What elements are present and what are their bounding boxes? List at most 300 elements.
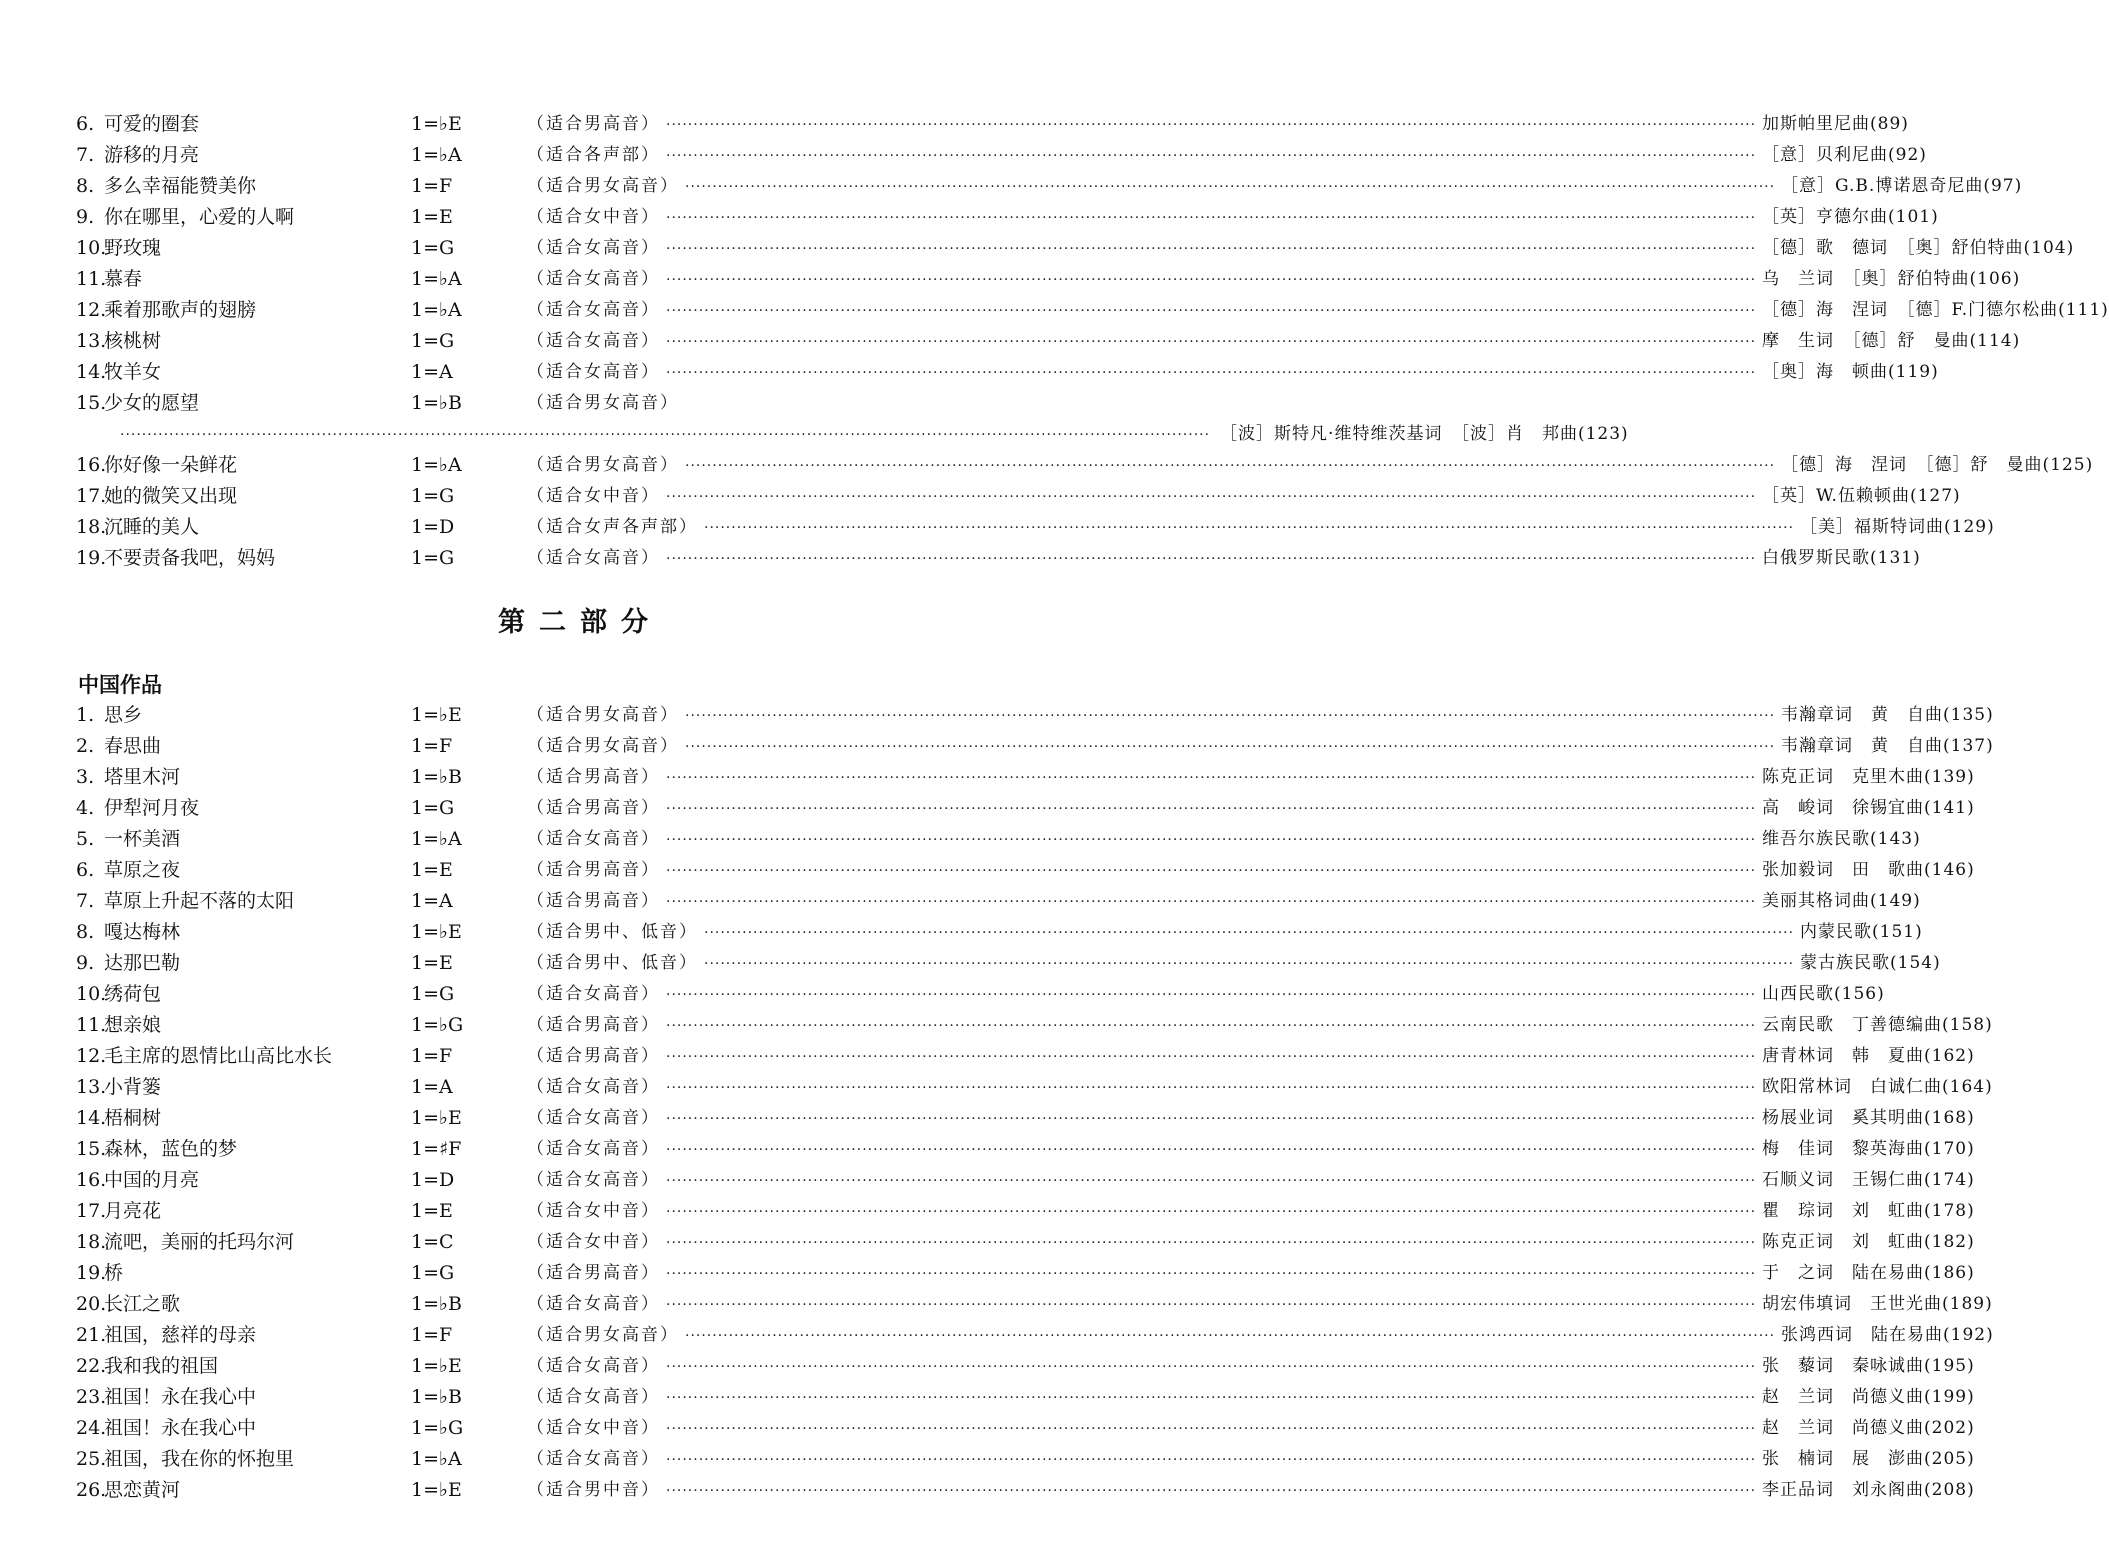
voice-and-credit bbox=[527, 1351, 1975, 1383]
credit-and-page: ［波］斯特凡·维特维茨基词 ［波］肖 邦曲(123) bbox=[1220, 424, 1629, 444]
entry-number: 16. bbox=[76, 454, 107, 476]
key-signature: 1=♭A bbox=[411, 454, 462, 476]
entry-number: 11. bbox=[76, 1014, 107, 1036]
toc-entry[interactable] bbox=[0, 1382, 1975, 1413]
voice-type: （适合男高音） bbox=[527, 798, 660, 818]
credit-and-page: 陈克正词 克里木曲(139) bbox=[1762, 767, 1975, 787]
key-signature: 1=♭G bbox=[411, 1014, 464, 1036]
dot-leader: ········································································································································································································ bbox=[685, 708, 1776, 724]
credit-and-page: 韦瀚章词 黄 自曲(137) bbox=[1781, 736, 1994, 756]
entry-number: 19. bbox=[76, 1262, 107, 1284]
toc-entry[interactable] bbox=[0, 917, 1923, 948]
key-signature: 1=F bbox=[411, 175, 453, 197]
toc-entry[interactable] bbox=[0, 233, 2075, 264]
voice-and-credit bbox=[527, 295, 2109, 327]
credit-and-page: 乌 兰词 ［奥］舒伯特曲(106) bbox=[1762, 269, 2021, 289]
dot-leader: ········································································································································································································ bbox=[666, 1390, 1757, 1406]
voice-type: （适合女高音） bbox=[527, 829, 660, 849]
voice-type: （适合女中音） bbox=[527, 1232, 660, 1252]
key-signature: 1=♭A bbox=[411, 828, 462, 850]
voice-and-credit bbox=[527, 762, 1975, 794]
voice-and-credit bbox=[527, 979, 1885, 1011]
voice-type: （适合女高音） bbox=[527, 1387, 660, 1407]
voice-and-credit bbox=[527, 1475, 1975, 1507]
song-title: 桥 bbox=[104, 1262, 124, 1284]
credit-and-page: ［意］G.B.博诺恩奇尼曲(97) bbox=[1781, 176, 2023, 196]
key-signature: 1=♭E bbox=[411, 1355, 462, 1377]
voice-and-credit bbox=[527, 140, 1927, 172]
dot-leader: ········································································································································································································ bbox=[685, 458, 1776, 474]
credit-and-page: 张 藜词 秦咏诚曲(195) bbox=[1762, 1356, 1975, 1376]
entry-number: 9. bbox=[76, 206, 95, 228]
toc-entry[interactable] bbox=[0, 1351, 1975, 1382]
credit-and-page: 白俄罗斯民歌(131) bbox=[1762, 548, 1921, 568]
key-signature: 1=G bbox=[411, 237, 455, 259]
key-signature: 1=C bbox=[411, 1231, 454, 1253]
entry-number: 13. bbox=[76, 1076, 107, 1098]
song-title: 一杯美酒 bbox=[104, 828, 181, 850]
entry-number: 18. bbox=[76, 516, 107, 538]
dot-leader: ········································································································································································································ bbox=[666, 1452, 1757, 1468]
voice-and-credit bbox=[527, 824, 1921, 856]
song-title: 你好像一朵鲜花 bbox=[104, 454, 238, 476]
voice-type: （适合男女高音） bbox=[527, 176, 679, 196]
key-signature: 1=♭A bbox=[411, 1448, 462, 1470]
entry-number: 7. bbox=[76, 144, 95, 166]
voice-type: （适合男高音） bbox=[527, 891, 660, 911]
dot-leader: ········································································································································································································ bbox=[666, 117, 1757, 133]
dot-leader: ········································································································································································································ bbox=[666, 987, 1757, 1003]
key-signature: 1=F bbox=[411, 735, 453, 757]
credit-and-page: 赵 兰词 尚德义曲(202) bbox=[1762, 1418, 1975, 1438]
dot-leader: ········································································································································································································ bbox=[666, 1421, 1757, 1437]
toc-entry[interactable] bbox=[0, 948, 1941, 979]
dot-leader: ········································································································································································································ bbox=[666, 272, 1757, 288]
entry-number: 14. bbox=[76, 1107, 107, 1129]
key-signature: 1=G bbox=[411, 547, 455, 569]
voice-type: （适合男高音） bbox=[527, 1263, 660, 1283]
key-signature: 1=E bbox=[411, 952, 453, 974]
entry-number: 6. bbox=[76, 113, 95, 135]
dot-leader: ········································································································································································································ bbox=[666, 303, 1757, 319]
voice-type: （适合男中、低音） bbox=[527, 922, 698, 942]
song-title: 乘着那歌声的翅膀 bbox=[104, 299, 257, 321]
entry-number: 8. bbox=[76, 921, 95, 943]
credit-and-page: ［德］海 涅词 ［德］舒 曼曲(125) bbox=[1781, 455, 2094, 475]
voice-type: （适合男女高音） bbox=[527, 705, 679, 725]
dot-leader: ········································································································································································································ bbox=[666, 489, 1757, 505]
voice-type: （适合女高音） bbox=[527, 1108, 660, 1128]
entry-number: 23. bbox=[76, 1386, 107, 1408]
voice-and-credit bbox=[527, 202, 1939, 234]
dot-leader: ········································································································································································································ bbox=[666, 1483, 1757, 1499]
song-title: 草原之夜 bbox=[104, 859, 181, 881]
key-signature: 1=♭A bbox=[411, 299, 462, 321]
credit-and-page: 梅 佳词 黎英海曲(170) bbox=[1762, 1139, 1975, 1159]
voice-and-credit bbox=[527, 171, 2023, 203]
dot-leader: ········································································································································································································ bbox=[666, 801, 1757, 817]
key-signature: 1=E bbox=[411, 1200, 453, 1222]
key-signature: 1=G bbox=[411, 797, 455, 819]
toc-entry[interactable] bbox=[0, 109, 1909, 140]
voice-type: （适合各声部） bbox=[527, 145, 660, 165]
song-title: 思恋黄河 bbox=[104, 1479, 181, 1501]
toc-entry[interactable] bbox=[0, 1475, 1975, 1506]
key-signature: 1=G bbox=[411, 1262, 455, 1284]
voice-and-credit bbox=[527, 855, 1975, 887]
toc-entry[interactable] bbox=[0, 731, 1994, 762]
song-title: 月亮花 bbox=[104, 1200, 162, 1222]
key-signature: 1=E bbox=[411, 206, 453, 228]
voice-and-credit bbox=[527, 233, 2075, 265]
key-signature: 1=D bbox=[411, 1169, 455, 1191]
entry-number: 10. bbox=[76, 983, 107, 1005]
credit-and-page: 于 之词 陆在易曲(186) bbox=[1762, 1263, 1975, 1283]
credit-and-page: 摩 生词 ［德］舒 曼曲(114) bbox=[1762, 331, 2021, 351]
credit-and-page: 陈克正词 刘 虹曲(182) bbox=[1762, 1232, 1975, 1252]
dot-leader: ········································································································································································································ bbox=[666, 365, 1757, 381]
voice-type: （适合男高音） bbox=[527, 114, 660, 134]
voice-type: （适合女高音） bbox=[527, 362, 660, 382]
toc-entry[interactable] bbox=[0, 1289, 1993, 1320]
key-signature: 1=D bbox=[411, 516, 455, 538]
key-signature: 1=A bbox=[411, 890, 453, 912]
credit-and-page: 石顺义词 王锡仁曲(174) bbox=[1762, 1170, 1975, 1190]
credit-and-page: 胡宏伟填词 王世光曲(189) bbox=[1762, 1294, 1993, 1314]
toc-entry[interactable] bbox=[0, 1072, 1993, 1103]
voice-type: （适合男高音） bbox=[527, 767, 660, 787]
dot-leader: ········································································································································································································ bbox=[666, 334, 1757, 350]
key-signature: 1=♭G bbox=[411, 1417, 464, 1439]
toc-entry[interactable] bbox=[0, 1165, 1975, 1196]
dot-leader: ········································································································································································································ bbox=[685, 739, 1776, 755]
entry-number: 5. bbox=[76, 828, 95, 850]
toc-entry[interactable] bbox=[0, 543, 1921, 574]
voice-and-credit bbox=[527, 1413, 1975, 1445]
entry-number: 20. bbox=[76, 1293, 107, 1315]
voice-and-credit bbox=[527, 357, 1939, 389]
voice-type: （适合女声各声部） bbox=[527, 517, 698, 537]
credit-and-page: 唐青林词 韩 夏曲(162) bbox=[1762, 1046, 1975, 1066]
song-title: 少女的愿望 bbox=[104, 392, 200, 414]
key-signature: 1=G bbox=[411, 330, 455, 352]
entry-number: 19. bbox=[76, 547, 107, 569]
credit-and-page: 张加毅词 田 歌曲(146) bbox=[1762, 860, 1975, 880]
entry-number: 11. bbox=[76, 268, 107, 290]
dot-leader: ········································································································································································································ bbox=[666, 770, 1757, 786]
entry-number: 12. bbox=[76, 299, 107, 321]
toc-entry[interactable] bbox=[0, 1258, 1975, 1289]
entry-number: 3. bbox=[76, 766, 95, 788]
toc-entry[interactable] bbox=[0, 450, 2094, 481]
voice-and-credit bbox=[527, 948, 1941, 980]
key-signature: 1=♭E bbox=[411, 704, 462, 726]
key-signature: 1=♭E bbox=[411, 921, 462, 943]
entry-number: 2. bbox=[76, 735, 95, 757]
voice-and-credit bbox=[527, 1227, 1975, 1259]
song-title: 祖国！永在我心中 bbox=[104, 1386, 257, 1408]
credit-and-page: 维吾尔族民歌(143) bbox=[1762, 829, 1921, 849]
toc-entry[interactable] bbox=[0, 357, 1939, 388]
voice-and-credit bbox=[527, 1072, 1993, 1104]
part-one-list bbox=[0, 109, 2109, 574]
credit-and-page: ［德］歌 德词 ［奥］舒伯特曲(104) bbox=[1762, 238, 2075, 258]
continuation-line bbox=[120, 419, 1629, 451]
voice-type: （适合女高音） bbox=[527, 984, 660, 1004]
dot-leader: ········································································································································································································ bbox=[666, 1049, 1757, 1065]
song-title: 中国的月亮 bbox=[104, 1169, 200, 1191]
section-title: 第二部分 bbox=[498, 607, 662, 638]
toc-entry[interactable] bbox=[0, 1010, 1993, 1041]
voice-type: （适合女高音） bbox=[527, 269, 660, 289]
song-title: 慕春 bbox=[104, 268, 143, 290]
voice-type: （适合女高音） bbox=[527, 1294, 660, 1314]
key-signature: 1=♭E bbox=[411, 113, 462, 135]
toc-entry[interactable] bbox=[0, 793, 1975, 824]
key-signature: 1=A bbox=[411, 1076, 453, 1098]
credit-and-page: 杨展业词 奚其明曲(168) bbox=[1762, 1108, 1975, 1128]
entry-number: 22. bbox=[76, 1355, 107, 1377]
song-title: 我和我的祖国 bbox=[104, 1355, 219, 1377]
credit-and-page: 内蒙民歌(151) bbox=[1800, 922, 1923, 942]
toc-entry[interactable] bbox=[0, 1444, 1975, 1475]
toc-entry[interactable] bbox=[0, 886, 1921, 917]
voice-type: （适合女中音） bbox=[527, 1201, 660, 1221]
entry-number: 25. bbox=[76, 1448, 107, 1470]
key-signature: 1=♭E bbox=[411, 1107, 462, 1129]
toc-entry[interactable] bbox=[0, 824, 1921, 855]
song-title: 流吧，美丽的托玛尔河 bbox=[104, 1231, 295, 1253]
song-title: 沉睡的美人 bbox=[104, 516, 200, 538]
song-title: 祖国！永在我心中 bbox=[104, 1417, 257, 1439]
toc-entry[interactable] bbox=[0, 855, 1975, 886]
entry-number: 6. bbox=[76, 859, 95, 881]
voice-and-credit bbox=[527, 1165, 1975, 1197]
entry-number: 12. bbox=[76, 1045, 107, 1067]
voice-type: （适合女中音） bbox=[527, 486, 660, 506]
entry-number: 15. bbox=[76, 392, 107, 414]
toc-entry[interactable] bbox=[0, 1227, 1975, 1258]
voice-and-credit bbox=[527, 1103, 1975, 1135]
dot-leader: ········································································································································································································ bbox=[685, 1328, 1776, 1344]
voice-and-credit bbox=[527, 1320, 1994, 1352]
dot-leader: ········································································································································································································ bbox=[666, 832, 1757, 848]
song-title: 游移的月亮 bbox=[104, 144, 200, 166]
key-signature: 1=A bbox=[411, 361, 453, 383]
voice-and-credit bbox=[527, 264, 2021, 296]
dot-leader: ········································································································································································································ bbox=[704, 925, 1795, 941]
voice-and-credit bbox=[527, 793, 1975, 825]
entry-number: 10. bbox=[76, 237, 107, 259]
toc-entry-continuation bbox=[0, 419, 1629, 450]
voice-and-credit bbox=[527, 512, 1995, 544]
key-signature: 1=♭E bbox=[411, 1479, 462, 1501]
entry-number: 13. bbox=[76, 330, 107, 352]
voice-type: （适合男中音） bbox=[527, 1480, 660, 1500]
song-title: 绣荷包 bbox=[104, 983, 162, 1005]
toc-entry[interactable] bbox=[0, 512, 1995, 543]
voice-and-credit bbox=[527, 1258, 1975, 1290]
voice-and-credit bbox=[527, 450, 2094, 482]
dot-leader: ········································································································································································································ bbox=[666, 1018, 1757, 1034]
toc-entry[interactable] bbox=[0, 388, 1180, 419]
voice-type: （适合男中、低音） bbox=[527, 953, 698, 973]
dot-leader: ········································································································································································································ bbox=[666, 1235, 1757, 1251]
toc-entry[interactable] bbox=[0, 481, 1961, 512]
entry-number: 21. bbox=[76, 1324, 107, 1346]
voice-type: （适合男女高音） bbox=[527, 455, 679, 475]
toc-entry[interactable] bbox=[0, 1041, 1975, 1072]
entry-number: 17. bbox=[76, 485, 107, 507]
song-title: 伊犁河月夜 bbox=[104, 797, 200, 819]
entry-number: 1. bbox=[76, 704, 95, 726]
song-title: 你在哪里，心爱的人啊 bbox=[104, 206, 295, 228]
song-title: 达那巴勒 bbox=[104, 952, 181, 974]
voice-and-credit bbox=[527, 1134, 1975, 1166]
entry-number: 16. bbox=[76, 1169, 107, 1191]
dot-leader: ········································································································································································································ bbox=[666, 1359, 1757, 1375]
voice-type: （适合男高音） bbox=[527, 1015, 660, 1035]
toc-entry[interactable] bbox=[0, 1413, 1975, 1444]
toc-entry[interactable] bbox=[0, 1320, 1994, 1351]
entry-number: 15. bbox=[76, 1138, 107, 1160]
credit-and-page: 蒙古族民歌(154) bbox=[1800, 953, 1941, 973]
voice-and-credit bbox=[527, 1289, 1993, 1321]
toc-entry[interactable] bbox=[0, 1196, 1975, 1227]
credit-and-page: ［德］海 涅词 ［德］F.门德尔松曲(111) bbox=[1762, 300, 2109, 320]
toc-entry[interactable] bbox=[0, 326, 2021, 357]
toc-entry[interactable] bbox=[0, 140, 1927, 171]
song-title: 梧桐树 bbox=[104, 1107, 162, 1129]
song-title: 塔里木河 bbox=[104, 766, 181, 788]
song-title: 不要责备我吧，妈妈 bbox=[104, 547, 276, 569]
dot-leader: ········································································································································································································ bbox=[666, 894, 1757, 910]
dot-leader: ········································································································································································································ bbox=[666, 551, 1757, 567]
voice-and-credit bbox=[527, 109, 1909, 141]
voice-and-credit bbox=[527, 1382, 1975, 1414]
dot-leader: ········································································································································································································ bbox=[666, 241, 1757, 257]
credit-and-page: 张鸿西词 陆在易曲(192) bbox=[1781, 1325, 1994, 1345]
voice-type: （适合男女高音） bbox=[527, 736, 679, 756]
credit-and-page: 张 楠词 展 澎曲(205) bbox=[1762, 1449, 1975, 1469]
voice-and-credit bbox=[527, 1196, 1975, 1228]
song-title: 可爱的圈套 bbox=[104, 113, 200, 135]
entry-number: 7. bbox=[76, 890, 95, 912]
key-signature: 1=♭B bbox=[411, 1293, 462, 1315]
toc-entry[interactable] bbox=[0, 202, 1939, 233]
song-title: 多么幸福能赞美你 bbox=[104, 175, 257, 197]
voice-type: （适合女高音） bbox=[527, 548, 660, 568]
toc-entry[interactable] bbox=[0, 1103, 1975, 1134]
voice-and-credit bbox=[527, 388, 1085, 419]
song-title: 想亲娘 bbox=[104, 1014, 162, 1036]
song-title: 小背篓 bbox=[104, 1076, 162, 1098]
credit-and-page: 赵 兰词 尚德义曲(199) bbox=[1762, 1387, 1975, 1407]
song-title: 思乡 bbox=[104, 704, 143, 726]
voice-type: （适合男女高音） bbox=[527, 393, 679, 413]
entry-number: 14. bbox=[76, 361, 107, 383]
voice-and-credit bbox=[527, 326, 2021, 358]
key-signature: 1=♭B bbox=[411, 392, 462, 414]
voice-type: （适合女高音） bbox=[527, 238, 660, 258]
voice-and-credit bbox=[527, 886, 1921, 918]
song-title: 草原上升起不落的太阳 bbox=[104, 890, 295, 912]
voice-type: （适合男女高音） bbox=[527, 1325, 679, 1345]
credit-and-page: ［英］W.伍赖顿曲(127) bbox=[1762, 486, 1961, 506]
credit-and-page: ［奥］海 顿曲(119) bbox=[1762, 362, 1939, 382]
dot-leader: ········································································································································································································ bbox=[666, 1204, 1757, 1220]
credit-and-page: 山西民歌(156) bbox=[1762, 984, 1885, 1004]
voice-and-credit bbox=[527, 1444, 1975, 1476]
credit-and-page: ［美］福斯特词曲(129) bbox=[1800, 517, 1995, 537]
toc-entry[interactable] bbox=[0, 762, 1975, 793]
dot-leader: ········································································································································································································ bbox=[666, 148, 1757, 164]
voice-type: （适合男高音） bbox=[527, 1046, 660, 1066]
credit-and-page: ［意］贝利尼曲(92) bbox=[1762, 145, 1927, 165]
entry-number: 24. bbox=[76, 1417, 107, 1439]
toc-entry[interactable] bbox=[0, 171, 2023, 202]
dot-leader: ········································································································································································································ bbox=[666, 1080, 1757, 1096]
toc-entry[interactable] bbox=[0, 979, 1885, 1010]
song-title: 牧羊女 bbox=[104, 361, 162, 383]
key-signature: 1=F bbox=[411, 1045, 453, 1067]
dot-leader: ········································································································································································································ bbox=[666, 1111, 1757, 1127]
song-title: 嘎达梅林 bbox=[104, 921, 181, 943]
toc-entry[interactable] bbox=[0, 295, 2109, 326]
song-title: 她的微笑又出现 bbox=[104, 485, 238, 507]
entry-number: 18. bbox=[76, 1231, 107, 1253]
voice-and-credit bbox=[527, 543, 1921, 575]
dot-leader: ········································································································································································································ bbox=[704, 520, 1795, 536]
voice-type: （适合女高音） bbox=[527, 300, 660, 320]
voice-and-credit bbox=[527, 731, 1994, 763]
credit-and-page: 欧阳常林词 白诚仁曲(164) bbox=[1762, 1077, 1993, 1097]
voice-type: （适合女中音） bbox=[527, 1418, 660, 1438]
song-title: 春思曲 bbox=[104, 735, 162, 757]
dot-leader: ········································································································································································································ bbox=[120, 427, 1211, 443]
song-title: 野玫瑰 bbox=[104, 237, 162, 259]
toc-entry[interactable] bbox=[0, 264, 2021, 295]
dot-leader: ········································································································································································································ bbox=[685, 179, 1776, 195]
voice-type: （适合女中音） bbox=[527, 207, 660, 227]
voice-type: （适合女高音） bbox=[527, 1356, 660, 1376]
key-signature: 1=♯F bbox=[411, 1138, 462, 1160]
key-signature: 1=♭B bbox=[411, 766, 462, 788]
song-title: 长江之歌 bbox=[104, 1293, 181, 1315]
dot-leader: ········································································································································································································ bbox=[704, 956, 1795, 972]
credit-and-page: ［英］亨德尔曲(101) bbox=[1762, 207, 1939, 227]
key-signature: 1=F bbox=[411, 1324, 453, 1346]
voice-type: （适合男高音） bbox=[527, 860, 660, 880]
voice-and-credit bbox=[527, 481, 1961, 513]
song-title: 毛主席的恩情比山高比水长 bbox=[104, 1045, 333, 1067]
voice-and-credit bbox=[527, 1010, 1993, 1042]
toc-entry[interactable] bbox=[0, 1134, 1975, 1165]
song-title: 祖国，慈祥的母亲 bbox=[104, 1324, 257, 1346]
entry-number: 17. bbox=[76, 1200, 107, 1222]
credit-and-page: 瞿 琮词 刘 虹曲(178) bbox=[1762, 1201, 1975, 1221]
voice-type: （适合女高音） bbox=[527, 331, 660, 351]
voice-type: （适合女高音） bbox=[527, 1139, 660, 1159]
entry-number: 4. bbox=[76, 797, 95, 819]
subsection-title: 中国作品 bbox=[78, 673, 162, 697]
credit-and-page: 李正品词 刘永阁曲(208) bbox=[1762, 1480, 1975, 1500]
voice-and-credit bbox=[527, 700, 1994, 732]
song-title: 森林，蓝色的梦 bbox=[104, 1138, 238, 1160]
dot-leader: ········································································································································································································ bbox=[666, 1266, 1757, 1282]
dot-leader: ········································································································································································································ bbox=[666, 1142, 1757, 1158]
toc-entry[interactable] bbox=[0, 700, 1994, 731]
